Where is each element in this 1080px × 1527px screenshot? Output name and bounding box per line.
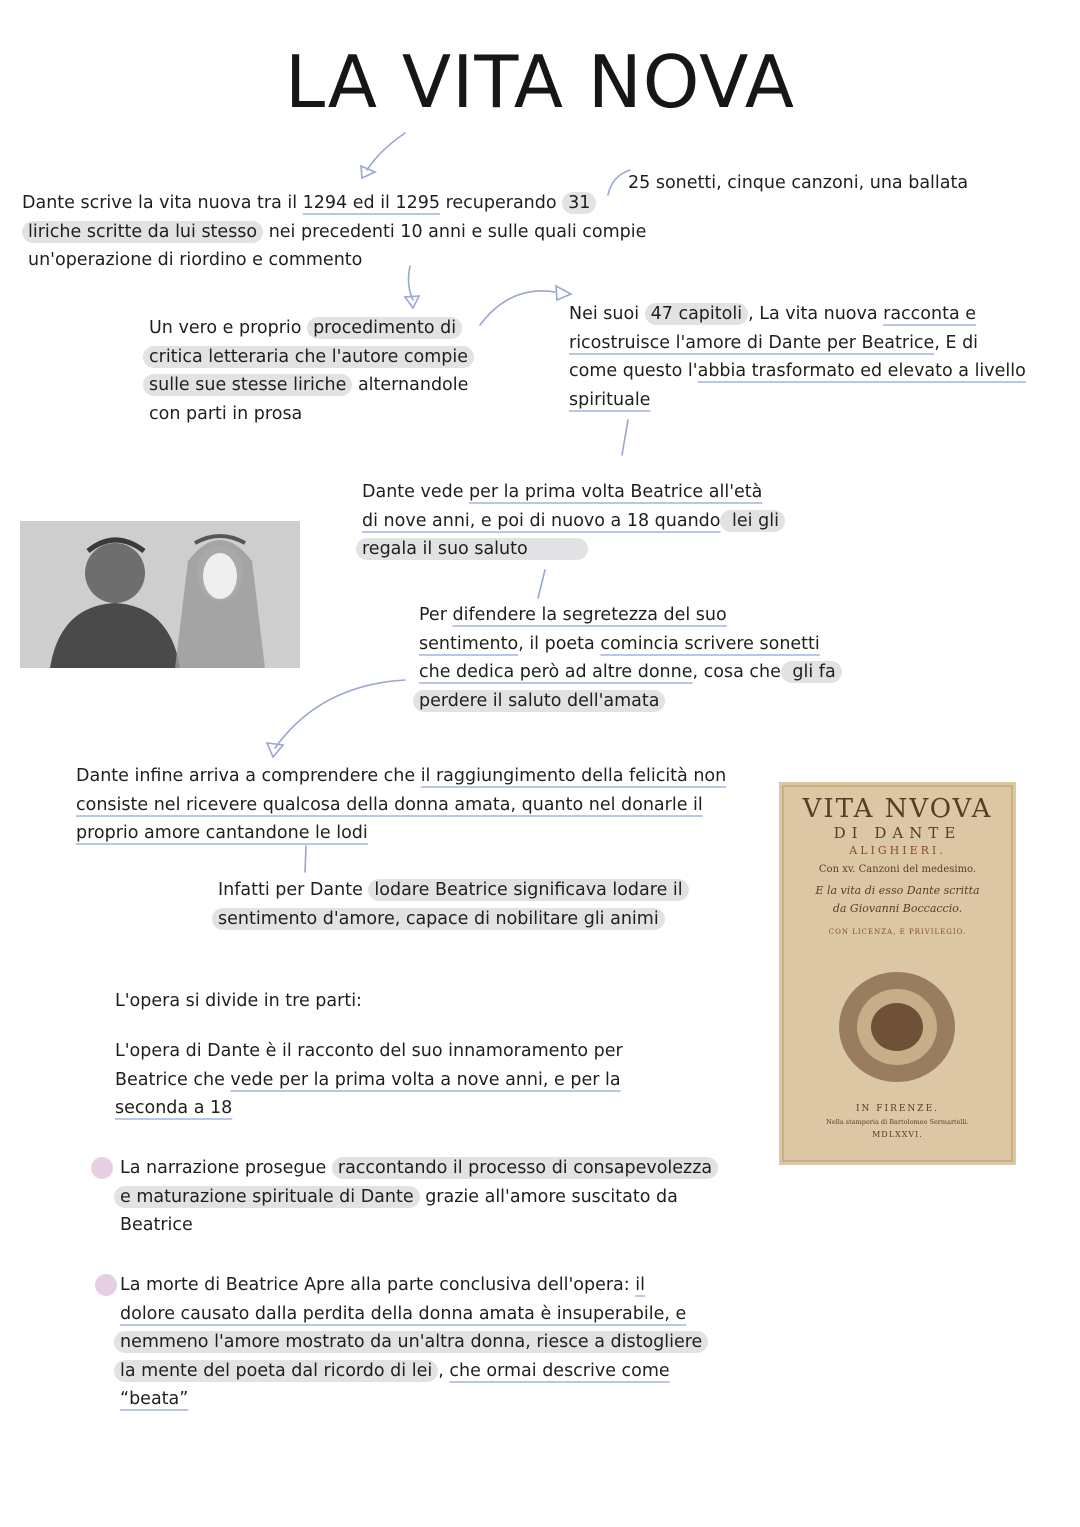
line-capitoli-to-incontro [622,420,628,455]
page-title: LA VITA NOVA [284,40,796,124]
incontro-paragraph: Dante vede per la prima volta Beatrice all'età di nove anni, e poi di nuovo a 18 quando lei gli regala il suo saluto [356,478,785,564]
note-sonetti: 25 sonetti, cinque canzoni, una ballata [628,173,969,193]
segretezza-paragraph: Per difendere la segretezza del suo sentimento, il poeta comincia scrivere sonetti che dedica però ad altre donne, cosa che gli fa perdere il saluto dell'amata [413,601,842,715]
vita-nuova-book-cover: VITA NVOVA DI DANTE ALIGHIERI. Con xv. Canzoni del medesimo. E la vita di esso Dante scritta da Giovanni Boccaccio. CON LICENZA, E PRIVILEGIO. IN FIRENZE. Nella stamperia di Bartolomeo Sermartelli. MDLXXVI. [779,782,1016,1165]
parte-1-paragraph: L'opera di Dante è il racconto del suo innamoramento per Beatrice che vede per la prima volta a nove anni, e per la seconda a 18 [115,1041,623,1118]
critica-paragraph: Un vero e proprio procedimento di critica letteraria che l'autore compie sulle sue stesse liriche alternandole con parti in prosa [143,314,474,428]
parte-3-paragraph: La morte di Beatrice Apre alla parte conclusiva dell'opera: il dolore causato dalla perdita della donna amata è insuperabile, e nemmeno l'amore mostrato da un'altra donna, riesce a distogliere la mente del poeta dal ricordo di lei , che ormai descrive come “beata” [114,1271,708,1414]
arrow-segretezza-to-felicita [275,680,405,748]
bullet-parte-2 [91,1157,113,1179]
arrowhead-felicita [267,743,283,757]
parti-heading: L'opera si divide in tre parti: [115,991,362,1011]
arrow-title-to-intro [367,133,405,170]
lodare-paragraph: Infatti per Dante lodare Beatrice significava lodare il sentimento d'amore, capace di nobilitare gli animi [212,876,689,933]
arrowhead-capitoli [556,286,571,300]
parte-2-paragraph: La narrazione prosegue raccontando il processo di consapevolezza e maturazione spirituale di Dante grazie all'amore suscitato da Beatrice [114,1154,718,1240]
arrow-critica-to-capitoli [480,291,555,325]
capitoli-paragraph: Nei suoi 47 capitoli , La vita nuova racconta e ricostruisce l'amore di Dante per Beatrice, E di come questo l'abbia trasformato ed elevato a livello spirituale [569,304,1026,410]
line-felicita-to-lodare [305,846,306,872]
felicita-paragraph: Dante infine arriva a comprendere che il raggiungimento della felicità non consiste nel ricevere qualcosa della donna amata, quanto nel donarle il proprio amore cantandone le lodi [76,766,727,843]
intro-paragraph: Dante scrive la vita nuova tra il 1294 ed il 1295 recuperando 31 liriche scritte da lui stesso nei precedenti 10 anni e sulle quali compie un'operazione di riordino e commento [22,193,647,270]
line-incontro-to-segretezza [538,570,545,598]
dante-beatrice-engraving [20,521,300,668]
